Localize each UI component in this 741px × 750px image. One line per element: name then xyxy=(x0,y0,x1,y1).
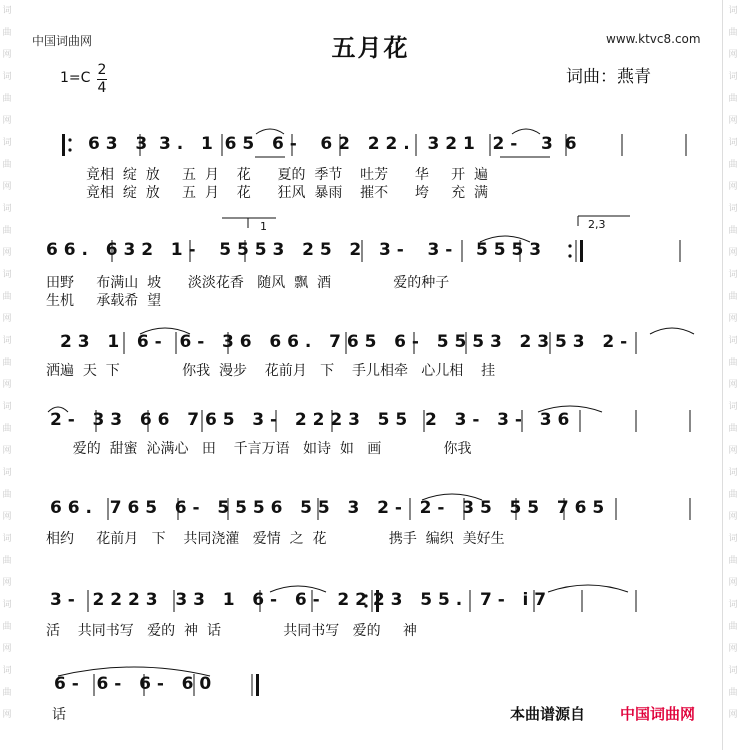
notes-line-4: 2 - 3 3 6 6 7 6 5 3 - 2 2 2 3 5 5 2 3 - 3 - 3 6 xyxy=(50,410,570,430)
time-signature xyxy=(96,63,108,96)
lyrics-line-6: 活 共同书写 爱的 神 话 共同书写 爱的 神 xyxy=(46,623,417,639)
source-label: 本曲谱源自 xyxy=(510,705,586,723)
lyrics-line-1-verse-2: 竟相 绽 放 五 月 花 狂风 暴雨 摧不 垮 充 满 xyxy=(86,185,489,201)
site-url: www.ktvc8.com xyxy=(606,32,701,46)
time-bottom: 4 xyxy=(97,80,107,96)
lyrics-line-2-verse-2: 生机 承载希 望 xyxy=(46,293,162,309)
song-title: 五月花 xyxy=(331,34,410,62)
watermark-right: 词 曲 网 词 曲 网 词 曲 网 词 曲 网 词 曲 网 词 曲 网 词 曲 网 词 曲 网 词 曲 网 词 曲 网 词 曲 网 xyxy=(728,6,738,720)
site-name-left: 中国词曲网 xyxy=(32,34,93,48)
key-signature: 1=C xyxy=(60,70,91,86)
lyrics-line-7: 话 xyxy=(52,707,66,723)
source-site-link[interactable]: 中国词曲网 xyxy=(620,705,696,723)
lyrics-line-2-verse-1: 田野 布满山 坡 淡淡花香 随风 飘 酒 爱的种子 xyxy=(46,275,450,291)
lyricist-composer-credit: 词曲：燕青 xyxy=(566,67,651,87)
notes-line-7: 6 - 6 - 6 - 6 0 xyxy=(54,674,212,694)
notes-line-2: 6 6 . 6 3 2 1 - 5 5 5 3 2 5 2 3 - 3 - 5 5 5 3 xyxy=(46,240,542,260)
notes-line-3: 2 3 1 6 - 6 - 3 6 6 6 . 7 6 5 6 - 5 5 5 3 2 3 5 3 2 - xyxy=(60,332,628,352)
notes-line-5: 6 6 . 7 6 5 6 - 5 5 5 6 5 5 3 2 - 2 - 3 5 5 5 7 6 5 xyxy=(50,498,605,518)
notes-line-6: 3 - 2 2 2 3 3 3 1 6 - 6 - 2 2 2 3 5 5 . 7 - i 7 xyxy=(50,590,547,610)
lyrics-line-4: 爱的 甜蜜 沁满心 田 千言万语 如诗 如 画 你我 xyxy=(46,441,472,457)
page-edge-rule xyxy=(722,0,723,750)
lyrics-line-3: 洒遍 天 下 你我 漫步 花前月 下 手儿相牵 心儿相 挂 xyxy=(46,363,496,379)
volta-second-ending: 2,3 xyxy=(588,218,606,231)
watermark-left: 词 曲 网 词 曲 网 词 曲 网 词 曲 网 词 曲 网 词 曲 网 词 曲 网 词 曲 网 词 曲 网 词 曲 网 词 曲 网 xyxy=(2,6,12,720)
volta-first-ending: 1 xyxy=(260,220,267,233)
notes-line-1: 6 3 3 3 . 1 6 5 6 - 6 2 2 2 . 3 2 1 2 - 3 6 xyxy=(88,134,577,154)
time-top: 2 xyxy=(97,62,107,78)
lyrics-line-1-verse-1: 竟相 绽 放 五 月 花 夏的 季节 吐芳 华 开 遍 xyxy=(86,167,489,183)
lyrics-line-5: 相约 花前月 下 共同浇灌 爱情 之 花 携手 编织 美好生 xyxy=(46,531,505,547)
